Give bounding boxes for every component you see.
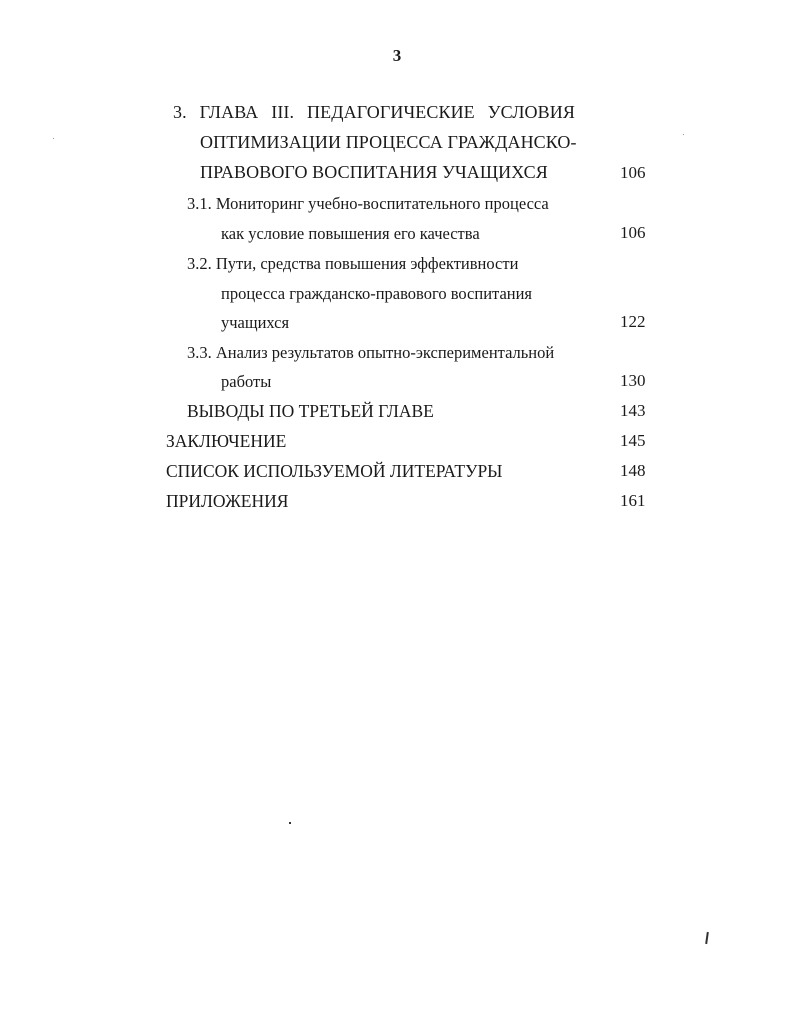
section-3-3-line-2: работы bbox=[221, 372, 272, 391]
conclusion-page: 145 bbox=[620, 431, 646, 450]
section-3-3-line-1: 3.3. Анализ результатов опытно-экспериментальной bbox=[187, 343, 555, 362]
scan-speck bbox=[289, 822, 291, 824]
chapter-3-conclusions-page: 143 bbox=[620, 401, 646, 420]
chapter-title-line-3: ПРАВОВОГО ВОСПИТАНИЯ УЧАЩИХСЯ bbox=[200, 162, 548, 182]
chapter-roman: III. bbox=[271, 102, 295, 122]
section-3-1-line-2: как условие повышения его качества bbox=[221, 224, 480, 243]
conclusion-label: ЗАКЛЮЧЕНИЕ bbox=[166, 431, 287, 451]
chapter-label: ГЛАВА bbox=[199, 102, 259, 122]
scan-speck bbox=[53, 138, 54, 139]
section-3-2-line-2: процесса гражданско-правового воспитания bbox=[221, 284, 533, 303]
page-number: 3 bbox=[392, 46, 402, 65]
bibliography-page: 148 bbox=[620, 461, 646, 480]
section-3-1-line-1: 3.1. Мониторинг учебно-воспитательного процесса bbox=[187, 194, 549, 213]
chapter-word-2: УСЛОВИЯ bbox=[487, 102, 575, 122]
section-3-2-line-1: 3.2. Пути, средства повышения эффективности bbox=[187, 254, 519, 273]
section-3-2-line-3: учащихся bbox=[221, 313, 290, 332]
scan-speck bbox=[683, 134, 684, 135]
chapter-3-page: 106 bbox=[620, 163, 646, 182]
chapter-title-line-2: ОПТИМИЗАЦИИ ПРОЦЕССА ГРАЖДАНСКО- bbox=[200, 132, 577, 152]
section-3-2-page: 122 bbox=[620, 312, 646, 331]
section-3-3-page: 130 bbox=[620, 371, 646, 390]
chapter-number: 3. bbox=[173, 102, 187, 122]
appendices-label: ПРИЛОЖЕНИЯ bbox=[166, 491, 289, 511]
appendices-page: 161 bbox=[620, 491, 646, 510]
scan-mark bbox=[705, 932, 709, 944]
section-3-1-page: 106 bbox=[620, 223, 646, 242]
chapter-word-1: ПЕДАГОГИЧЕСКИЕ bbox=[307, 102, 475, 122]
chapter-title-line-1 bbox=[173, 102, 575, 123]
bibliography-label: СПИСОК ИСПОЛЬЗУЕМОЙ ЛИТЕРАТУРЫ bbox=[166, 461, 503, 481]
chapter-3-conclusions-label: ВЫВОДЫ ПО ТРЕТЬЕЙ ГЛАВЕ bbox=[187, 401, 434, 421]
